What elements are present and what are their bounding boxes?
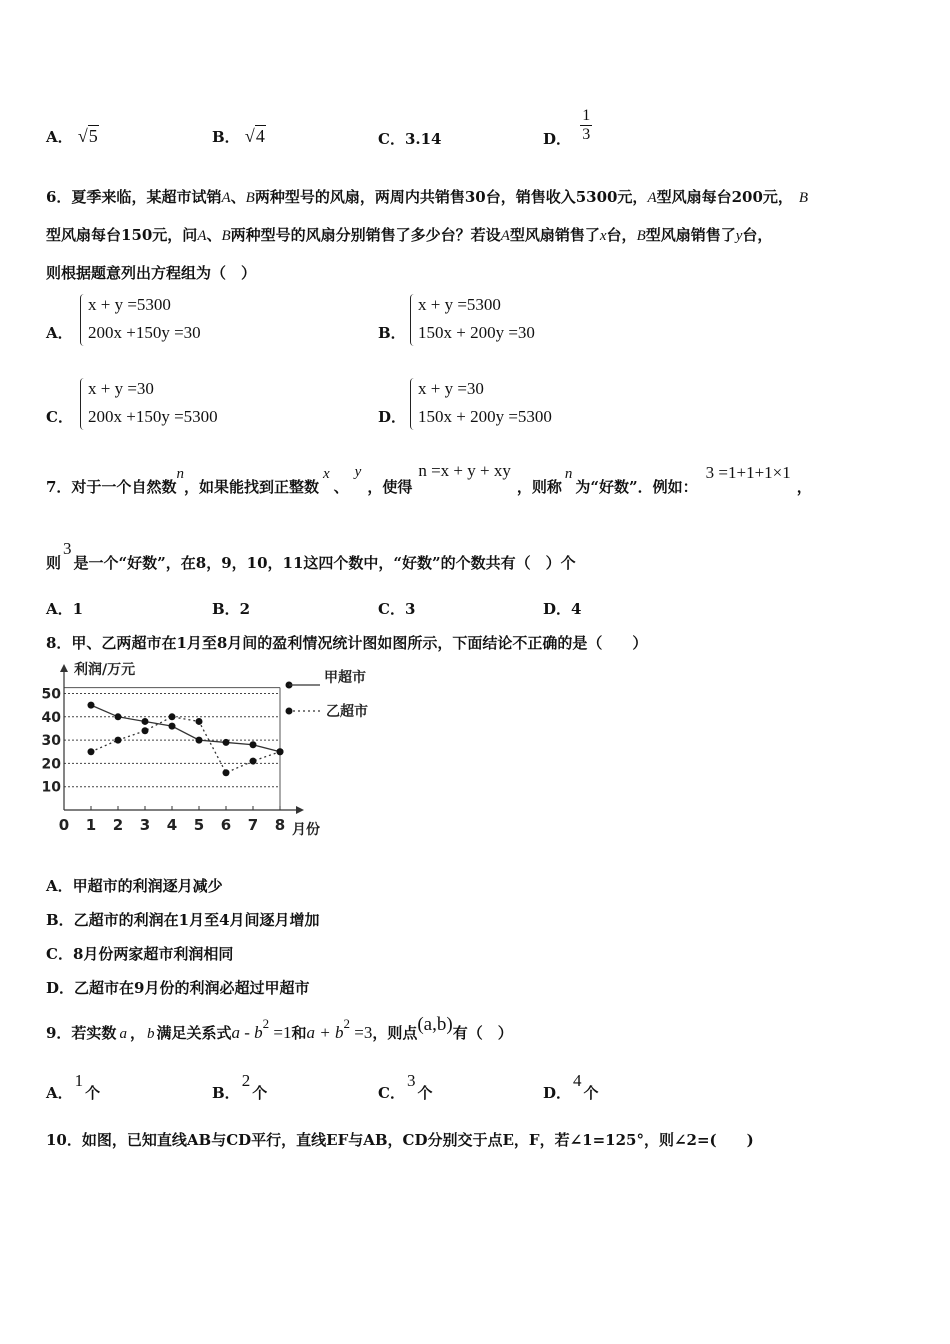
y-tick-label: 20 <box>41 756 61 773</box>
text: 和 <box>291 1024 307 1042</box>
var: b <box>146 1026 155 1042</box>
text: ，则点 <box>372 1024 418 1042</box>
q6-option-a-system <box>88 291 201 347</box>
q6-option-b-system <box>418 291 535 347</box>
var: B <box>636 228 646 244</box>
var: a <box>119 1026 127 1042</box>
var: A <box>197 228 207 244</box>
var: B <box>221 228 231 244</box>
option-letter: C． <box>378 130 405 148</box>
text: 是一个“好数”，在8，9，10，11这四个数中，“好数”的个数共有（ ）个 <box>73 554 576 572</box>
data-point-jia <box>142 718 149 725</box>
var: A <box>500 228 510 244</box>
y-tick-label: 40 <box>41 709 61 726</box>
data-point-yi <box>250 758 257 765</box>
var: B <box>798 190 809 206</box>
option-letter: D． <box>543 130 572 148</box>
var: y <box>735 228 743 244</box>
x-tick-label: 5 <box>193 816 205 834</box>
var: B <box>245 190 255 206</box>
sqrt-expression: √4 <box>244 126 265 146</box>
q9-stem <box>46 1014 513 1044</box>
q7-option-d: D．4 <box>543 600 582 618</box>
x-tick-label: 3 <box>139 816 151 834</box>
equation-1 <box>231 1016 292 1042</box>
q6-option-d-letter: D． <box>378 408 407 426</box>
text: ，如果能找到正整数 <box>183 478 319 496</box>
var: y <box>354 464 362 480</box>
text: 、 <box>206 226 222 244</box>
option-letter: C． <box>378 1084 405 1102</box>
number: 1 <box>74 1071 84 1090</box>
equation-1: x + y =30 <box>88 379 154 398</box>
text: 型风扇销售了 <box>645 226 736 244</box>
text: 为“好数”．例如： <box>575 478 698 496</box>
q6-option-d-system <box>418 375 552 431</box>
data-point-yi <box>88 748 95 755</box>
brace-icon <box>410 378 417 430</box>
var: n <box>176 466 184 482</box>
q9-option-c <box>378 1071 433 1103</box>
q6-option-c-system <box>88 375 218 431</box>
equation-2 <box>306 1016 373 1042</box>
q9-option-a <box>46 1071 101 1103</box>
point: (a,b) <box>417 1014 453 1035</box>
x-tick-label: 0 <box>58 816 70 834</box>
x-tick-label: 8 <box>274 816 286 834</box>
legend-label-yi: 乙超市 <box>326 704 368 720</box>
text: 台， <box>742 226 773 244</box>
text: 型风扇销售了 <box>509 226 600 244</box>
x-tick-label: 6 <box>220 816 232 834</box>
number: 2 <box>241 1071 251 1090</box>
text: 两种型号的风扇分别销售了多少台？若设 <box>230 226 501 244</box>
equation: n =x + y + xy <box>418 461 511 480</box>
q7-option-c: C．3 <box>378 600 416 618</box>
text: 、 <box>230 188 246 206</box>
numerator: 1 <box>582 107 591 124</box>
option-letter: A． <box>46 128 73 146</box>
var: n <box>564 466 573 482</box>
brace-icon <box>410 294 417 346</box>
q6-option-b-letter: B． <box>378 324 406 342</box>
data-point-yi <box>115 737 122 744</box>
x-axis-label: 月份 <box>292 822 320 838</box>
x-tick-label: 2 <box>112 816 124 834</box>
equation-1: x + y =5300 <box>88 295 171 314</box>
q8-option-c: C．8月份两家超市利润相同 <box>46 945 234 963</box>
q8-option-d: D．乙超市在9月份的利润必超过甲超市 <box>46 979 310 997</box>
q10-stem: 10．如图，已知直线AB与CD平行，直线EF与AB，CD分别交于点E，F，若∠1=125°，则∠2=( ) <box>46 1131 754 1149</box>
brace-icon <box>80 378 87 430</box>
x-tick-label: 7 <box>247 816 259 834</box>
equation-2: 200x +150y =5300 <box>88 407 218 426</box>
y-tick-label: 30 <box>41 733 61 750</box>
option-letter: B． <box>212 1084 240 1102</box>
exponent: 2 <box>343 1016 350 1031</box>
equation-2: 150x + 200y =30 <box>418 323 535 342</box>
text: 台， <box>606 226 637 244</box>
x-tick-label: 4 <box>166 816 178 834</box>
q8-option-b: B．乙超市的利润在1月至4月间逐月增加 <box>46 911 320 929</box>
data-point-yi <box>277 748 284 755</box>
data-point-yi <box>169 713 176 720</box>
option-text: 3.14 <box>404 130 442 148</box>
q8-stem: 8．甲、乙两超市在1月至8月间的盈利情况统计图如图所示，下面结论不正确的是（ ） <box>46 634 648 652</box>
text: ， <box>796 478 812 496</box>
data-point-yi <box>223 769 230 776</box>
equation-1: x + y =5300 <box>418 295 501 314</box>
text: ，则称 <box>516 478 562 496</box>
equation-1: x + y =30 <box>418 379 484 398</box>
var: A <box>221 190 231 206</box>
text: ，使得 <box>367 478 413 496</box>
data-point-jia <box>196 737 203 744</box>
q6-option-c-letter: C． <box>46 408 73 426</box>
radicand: 5 <box>88 126 98 146</box>
option-letter: B． <box>212 128 240 146</box>
unit: 个 <box>417 1084 433 1102</box>
data-point-yi <box>196 718 203 725</box>
radicand: 4 <box>255 126 265 146</box>
x-axis-arrow-icon <box>296 806 304 814</box>
denominator: 3 <box>582 126 591 143</box>
option-letter: D． <box>543 1084 572 1102</box>
q6-stem-line1 <box>46 186 808 207</box>
data-point-jia <box>250 741 257 748</box>
q6-stem-line3: 则根据题意列出方程组为（ ） <box>46 264 257 282</box>
q7-stem-line2 <box>46 539 576 573</box>
expr: =3 <box>349 1023 373 1042</box>
y-axis-arrow-icon <box>60 664 68 672</box>
q7-option-a: A．1 <box>46 600 84 618</box>
var: x <box>599 228 607 244</box>
data-point-jia <box>115 713 122 720</box>
var: x <box>322 466 330 482</box>
text: 、 <box>333 478 349 496</box>
var: A <box>647 190 657 206</box>
q9-option-d <box>543 1071 599 1103</box>
q5-option-a <box>46 126 99 147</box>
text: 6．夏季来临，某超市试销 <box>46 188 222 206</box>
text: 满足关系式 <box>156 1024 232 1042</box>
q9-option-b <box>212 1071 268 1103</box>
text: 两种型号的风扇，两周内共销售30台，销售收入5300元， <box>254 188 648 206</box>
q7-stem-line1 <box>46 461 812 497</box>
q8-option-a: A．甲超市的利润逐月减少 <box>46 877 223 895</box>
data-point-jia <box>88 702 95 709</box>
unit: 个 <box>252 1084 268 1102</box>
profit-line-chart <box>40 656 400 846</box>
text: 9．若实数 <box>46 1024 117 1042</box>
fraction <box>580 107 592 144</box>
text: ， <box>129 1024 145 1042</box>
legend-label-jia: 甲超市 <box>324 670 366 686</box>
sqrt-expression: √5 <box>77 126 98 146</box>
text: 7．对于一个自然数 <box>46 478 177 496</box>
exponent: 2 <box>262 1016 270 1031</box>
y-tick-label: 50 <box>41 686 61 703</box>
number: 3 <box>406 1071 416 1090</box>
data-point-jia <box>169 723 176 730</box>
y-axis-label: 利润/万元 <box>74 662 136 678</box>
equation-2: 200x +150y =30 <box>88 323 201 342</box>
equation-2: 150x + 200y =5300 <box>418 407 552 426</box>
q6-option-a-letter: A． <box>46 324 73 342</box>
number: 4 <box>573 1071 582 1090</box>
text: 型风扇每台150元，问 <box>46 226 198 244</box>
text: 有（ ） <box>452 1024 513 1042</box>
legend-marker-yi <box>286 708 293 715</box>
option-letter: A． <box>46 1084 73 1102</box>
data-point-jia <box>223 739 230 746</box>
equation: 3 =1+1+1×1 <box>705 463 791 482</box>
q7-option-b: B．2 <box>212 600 251 618</box>
unit: 个 <box>85 1084 101 1102</box>
expr: a + b <box>306 1023 344 1042</box>
number: 3 <box>63 539 72 558</box>
y-tick-label: 10 <box>41 779 61 796</box>
data-point-yi <box>142 727 149 734</box>
q5-option-c <box>378 128 442 149</box>
brace-icon <box>80 294 87 346</box>
unit: 个 <box>583 1084 599 1102</box>
text: 型风扇每台200元， <box>656 188 793 206</box>
expr: =1 <box>269 1023 292 1042</box>
text: 则 <box>46 554 62 572</box>
x-tick-label: 1 <box>85 816 97 834</box>
q5-option-b <box>212 126 266 147</box>
q6-stem-line2 <box>46 224 772 245</box>
q5-option-d <box>543 104 592 148</box>
expr: a - b <box>231 1023 263 1042</box>
